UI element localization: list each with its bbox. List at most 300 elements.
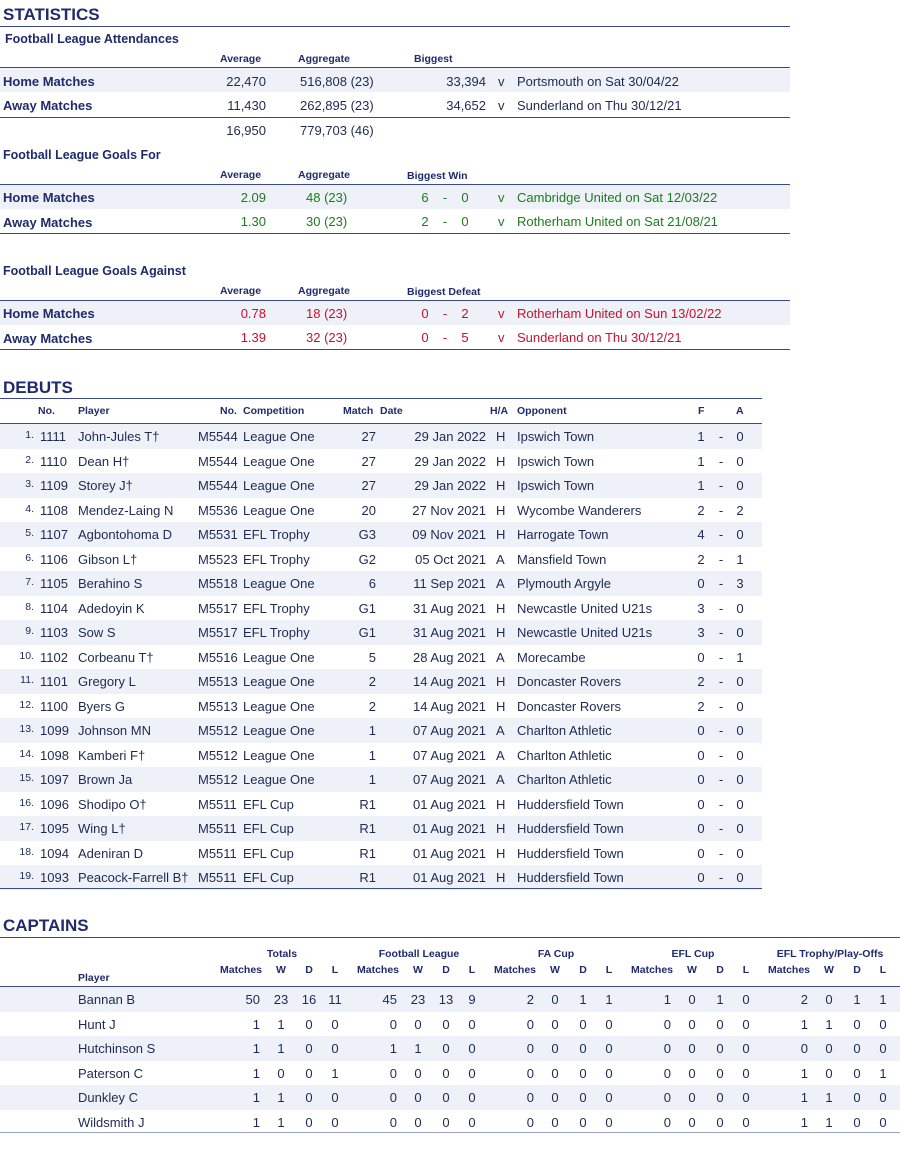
- debut-against: 0: [736, 821, 744, 836]
- captain-stat: 0: [663, 1114, 671, 1130]
- debut-dash: -: [718, 429, 724, 444]
- captain-stat: 0: [468, 1114, 476, 1130]
- debut-player: Agbontohoma D: [78, 527, 172, 542]
- debut-date: 01 Aug 2021: [412, 845, 486, 861]
- debut-player: Wing L†: [78, 821, 126, 836]
- captains-column-header: L: [331, 964, 339, 976]
- captain-stat: 23: [410, 992, 426, 1007]
- goals-for-home-detail: Cambridge United on Sat 12/03/22: [517, 190, 718, 205]
- captain-stat: 1: [414, 1041, 422, 1056]
- debut-for: 1: [697, 478, 705, 493]
- goals-against-away-detail: Sunderland on Thu 30/12/21: [517, 330, 682, 345]
- captain-stat: 1: [252, 1041, 260, 1056]
- captains-column-header: W: [824, 964, 834, 976]
- captain-stat: 0: [879, 1041, 887, 1056]
- attendances-aggregate-header: Aggregate: [298, 53, 350, 65]
- attendances-average-header: Average: [220, 53, 262, 65]
- captains-group-header: Totals: [266, 948, 298, 960]
- debut-player: Adedoyin K: [78, 600, 145, 616]
- debuts-bottom-rule: [0, 888, 762, 889]
- captain-stat: 0: [331, 1041, 339, 1056]
- debut-opponent: Wycombe Wanderers: [517, 502, 642, 518]
- debut-player-number: 1097: [40, 772, 69, 787]
- goals-for-away-detail: Rotherham United on Sat 21/08/21: [517, 214, 718, 229]
- debut-date: 07 Aug 2021: [412, 723, 486, 738]
- captain-stat: 0: [688, 1065, 696, 1081]
- attendances-home-average: 22,470: [226, 74, 266, 89]
- captain-stat: 0: [414, 1016, 422, 1032]
- captain-stat: 0: [551, 1041, 559, 1056]
- captain-stat: 23: [273, 992, 289, 1007]
- debut-match-number: M5523: [198, 551, 238, 567]
- debut-competition: EFL Cup: [243, 870, 294, 885]
- goals-for-away-aggregate: 30 (23): [306, 214, 348, 229]
- debut-date: 05 Oct 2021: [415, 551, 486, 567]
- debut-date: 01 Aug 2021: [412, 870, 486, 885]
- captain-stat: 0: [579, 1090, 587, 1105]
- debut-match: 5: [368, 649, 376, 665]
- goals-for-away-f: 2: [421, 214, 429, 229]
- captain-stat: 1: [663, 992, 671, 1007]
- goals-for-home-a: 0: [461, 190, 469, 205]
- debut-for: 0: [697, 821, 705, 836]
- debut-match-number: M5511: [198, 796, 237, 812]
- debut-player: Sow S: [78, 625, 116, 640]
- debut-ha: H: [496, 453, 506, 469]
- captain-stat: 0: [800, 1041, 808, 1056]
- debut-for: 0: [697, 747, 705, 763]
- debut-index: 14.: [19, 747, 34, 760]
- captain-stat: 50: [245, 992, 260, 1007]
- attendances-home-biggest: 33,394: [446, 74, 486, 89]
- captain-stat: 0: [442, 1041, 450, 1056]
- debuts-no-header: No.: [38, 405, 55, 417]
- captain-stat: 0: [716, 1041, 724, 1056]
- debuts-title-rule: [0, 398, 762, 399]
- captains-group-header: Football League: [378, 948, 460, 960]
- debut-match-number: M5516: [198, 649, 238, 665]
- captain-stat: 45: [382, 992, 397, 1007]
- debut-player-number: 1105: [40, 576, 68, 591]
- captain-stat: 0: [442, 1090, 450, 1105]
- captain-stat: 0: [605, 1090, 613, 1105]
- debut-player-number: 1095: [40, 821, 69, 836]
- debut-date: 07 Aug 2021: [412, 772, 486, 787]
- debut-ha: A: [496, 747, 505, 763]
- goals-against-away-aggregate: 32 (23): [306, 330, 348, 345]
- debut-opponent: Plymouth Argyle: [517, 576, 611, 591]
- captain-stat: 1: [252, 1016, 260, 1032]
- debuts-player-header: Player: [78, 405, 110, 417]
- debut-ha: H: [496, 821, 506, 836]
- debut-dash: -: [718, 502, 724, 518]
- debut-match: 27: [361, 478, 376, 493]
- debut-opponent: Huddersfield Town: [517, 796, 624, 812]
- debut-player: Gibson L†: [78, 551, 138, 567]
- debut-competition: League One: [243, 453, 315, 469]
- debut-for: 1: [697, 453, 705, 469]
- debut-competition: League One: [243, 723, 315, 738]
- goals-against-home-f: 0: [421, 306, 429, 321]
- captain-stat: 0: [305, 1041, 313, 1056]
- captain-stat: 0: [716, 1090, 724, 1105]
- captains-group-header: EFL Trophy/Play-Offs: [776, 948, 884, 960]
- debut-date: 01 Aug 2021: [412, 821, 486, 836]
- debut-for: 0: [697, 649, 705, 665]
- debut-player-number: 1094: [40, 845, 69, 861]
- debut-player-number: 1096: [40, 796, 69, 812]
- captain-stat: 0: [468, 1065, 476, 1081]
- debut-player: Johnson MN: [78, 723, 151, 738]
- captain-stat: 0: [663, 1041, 671, 1056]
- goals-for-away-average: 1.30: [240, 214, 266, 229]
- debut-dash: -: [718, 796, 724, 812]
- captain-stat: 1: [853, 992, 861, 1007]
- debut-opponent: Huddersfield Town: [517, 845, 624, 861]
- debut-dash: -: [718, 649, 724, 665]
- debut-player: Berahino S: [78, 576, 143, 591]
- debut-player: Gregory L: [78, 674, 136, 689]
- debut-for: 2: [697, 698, 705, 714]
- captain-stat: 0: [742, 1065, 750, 1081]
- captain-stat: 0: [414, 1065, 422, 1081]
- debut-dash: -: [718, 821, 724, 836]
- debut-against: 0: [736, 747, 744, 763]
- captain-stat: 1: [277, 1016, 285, 1032]
- debut-match-number: M5511: [198, 845, 237, 861]
- debut-match: G1: [358, 600, 376, 616]
- debut-index: 10.: [19, 649, 34, 662]
- attendances-home-label: Home Matches: [3, 74, 95, 89]
- captain-stat: 0: [742, 1114, 750, 1130]
- captain-stat: 0: [663, 1090, 671, 1105]
- debut-index: 13.: [19, 723, 34, 735]
- debut-for: 0: [697, 870, 705, 885]
- debut-index: 8.: [25, 600, 34, 613]
- debut-ha: H: [496, 478, 506, 493]
- goals-against-home-average: 0.78: [240, 306, 266, 321]
- debut-for: 2: [697, 674, 705, 689]
- debut-ha: H: [496, 600, 506, 616]
- debut-ha: H: [496, 429, 506, 444]
- debut-index: 16.: [19, 796, 34, 809]
- debut-player: Storey J†: [78, 478, 133, 493]
- captain-stat: 0: [305, 1114, 313, 1130]
- captain-stat: 1: [252, 1114, 260, 1130]
- debut-ha: A: [496, 649, 505, 665]
- debut-against: 0: [736, 625, 744, 640]
- captain-player: Bannan B: [78, 992, 136, 1007]
- debut-match-number: M5536: [198, 502, 238, 518]
- debut-date: 07 Aug 2021: [412, 747, 486, 763]
- captain-stat: 0: [663, 1065, 671, 1081]
- debut-player: Peacock-Farrell B†: [78, 870, 189, 885]
- debut-against: 0: [736, 845, 744, 861]
- captain-stat: 0: [551, 992, 559, 1007]
- debut-match: R1: [359, 796, 376, 812]
- goals-for-home-dash: -: [442, 190, 448, 205]
- debut-dash: -: [718, 625, 724, 640]
- debut-ha: H: [496, 796, 506, 812]
- debut-competition: EFL Trophy: [243, 551, 310, 567]
- debut-match-number: M5512: [198, 723, 238, 738]
- debut-player: Byers G: [78, 698, 125, 714]
- debut-match-number: M5544: [198, 429, 238, 444]
- captain-player: Hutchinson S: [78, 1041, 156, 1056]
- captain-stat: 0: [468, 1016, 476, 1032]
- captain-stat: 0: [305, 1065, 313, 1081]
- captain-stat: 0: [579, 1041, 587, 1056]
- captain-stat: 0: [825, 1041, 833, 1056]
- captain-stat: 0: [825, 1065, 833, 1081]
- debut-player-number: 1104: [40, 600, 68, 616]
- debut-opponent: Huddersfield Town: [517, 821, 624, 836]
- debut-for: 2: [697, 551, 705, 567]
- captains-column-header: Matches: [767, 964, 810, 976]
- debut-competition: EFL Trophy: [243, 527, 310, 542]
- goals-against-home-dash: -: [442, 306, 448, 321]
- goals-against-home-label: Home Matches: [3, 306, 95, 321]
- captain-stat: 0: [742, 1016, 750, 1032]
- debut-for: 0: [697, 723, 705, 738]
- goals-against-aggregate-header: Aggregate: [298, 285, 350, 297]
- captain-stat: 0: [389, 1065, 397, 1081]
- debut-player-number: 1100: [40, 698, 68, 714]
- debut-competition: League One: [243, 649, 315, 665]
- debut-for: 3: [697, 625, 705, 640]
- debut-match-number: M5544: [198, 453, 238, 469]
- captain-stat: 0: [688, 992, 696, 1007]
- debut-index: 15.: [19, 772, 34, 784]
- debut-against: 0: [736, 674, 744, 689]
- debut-match: G2: [358, 551, 376, 567]
- captain-stat: 0: [389, 1090, 397, 1105]
- attendances-away-average: 11,430: [227, 98, 266, 113]
- debut-index: 12.: [19, 698, 34, 711]
- captains-column-header: L: [605, 964, 613, 976]
- debut-against: 0: [736, 796, 744, 812]
- debut-dash: -: [718, 551, 724, 567]
- debut-opponent: Charlton Athletic: [517, 747, 612, 763]
- debut-competition: League One: [243, 698, 315, 714]
- captain-stat: 0: [879, 1114, 887, 1130]
- debuts-ha-header: H/A: [490, 405, 509, 417]
- captain-stat: 1: [277, 1090, 285, 1105]
- debut-dash: -: [718, 600, 724, 616]
- attendances-total-aggregate: 779,703 (46): [300, 123, 374, 138]
- attendances-biggest-header: Biggest: [414, 53, 453, 65]
- debut-opponent: Mansfield Town: [517, 551, 607, 567]
- captain-stat: 0: [853, 1114, 861, 1130]
- debut-for: 1: [697, 429, 705, 444]
- captain-stat: 1: [605, 992, 613, 1007]
- captain-stat: 0: [526, 1114, 534, 1130]
- debut-opponent: Harrogate Town: [517, 527, 609, 542]
- captain-stat: 0: [331, 1114, 339, 1130]
- goals-against-home-a: 2: [461, 306, 469, 321]
- captain-stat: 1: [716, 992, 724, 1007]
- debut-date: 14 Aug 2021: [412, 674, 486, 689]
- debut-competition: EFL Cup: [243, 845, 294, 861]
- debut-opponent: Ipswich Town: [517, 429, 595, 444]
- debut-match: R1: [359, 845, 376, 861]
- debut-match: 1: [368, 723, 376, 738]
- debut-date: 27 Nov 2021: [412, 502, 486, 518]
- debuts-competition-header: Competition: [243, 405, 305, 417]
- goals-for-home-average: 2.09: [240, 190, 266, 205]
- debut-for: 4: [697, 527, 705, 542]
- captains-column-header: Matches: [493, 964, 536, 976]
- debut-for: 0: [697, 845, 705, 861]
- debut-index: 11.: [20, 674, 34, 686]
- captain-stat: 0: [305, 1090, 313, 1105]
- captains-column-header: L: [742, 964, 750, 976]
- captain-stat: 0: [716, 1114, 724, 1130]
- debut-date: 29 Jan 2022: [414, 478, 486, 493]
- debut-index: 6.: [25, 551, 34, 564]
- debut-against: 0: [736, 723, 744, 738]
- debut-ha: H: [496, 698, 506, 714]
- captain-stat: 1: [825, 1114, 833, 1130]
- captain-stat: 0: [526, 1065, 534, 1081]
- attendances-home-detail: Portsmouth on Sat 30/04/22: [517, 74, 679, 89]
- captain-stat: 0: [605, 1016, 613, 1032]
- captain-stat: 0: [579, 1114, 587, 1130]
- captain-stat: 0: [742, 1090, 750, 1105]
- debut-player: Corbeanu T†: [78, 649, 154, 665]
- debuts-match-no-header: No.: [220, 405, 237, 417]
- debut-dash: -: [718, 527, 724, 542]
- debut-index: 7.: [25, 576, 34, 588]
- debut-ha: H: [496, 674, 506, 689]
- captain-stat: 9: [468, 992, 476, 1007]
- debut-index: 18.: [19, 845, 34, 858]
- debut-competition: EFL Cup: [243, 796, 294, 812]
- debut-date: 11 Sep 2021: [413, 576, 486, 591]
- goals-for-average-header: Average: [220, 169, 262, 181]
- captain-stat: 1: [277, 1041, 285, 1056]
- goals-against-away-label: Away Matches: [3, 331, 93, 346]
- captain-stat: 2: [526, 992, 534, 1007]
- captain-stat: 0: [526, 1090, 534, 1105]
- attendances-title: Football League Attendances: [5, 32, 179, 46]
- debut-competition: EFL Trophy: [243, 625, 310, 640]
- debut-dash: -: [718, 453, 724, 469]
- debut-player-number: 1111: [40, 429, 67, 444]
- captain-player: Paterson C: [78, 1065, 144, 1081]
- debut-ha: A: [496, 551, 505, 567]
- debut-ha: H: [496, 502, 506, 518]
- captain-stat: 0: [414, 1090, 422, 1105]
- debut-opponent: Newcastle United U21s: [517, 600, 653, 616]
- debut-opponent: Ipswich Town: [517, 478, 595, 493]
- attendances-total-average: 16,950: [226, 123, 266, 138]
- debut-against: 1: [736, 551, 744, 567]
- captains-column-header: D: [579, 964, 587, 976]
- captain-stat: 0: [468, 1041, 476, 1056]
- debut-index: 5.: [25, 527, 34, 539]
- debut-opponent: Ipswich Town: [517, 453, 595, 469]
- captain-stat: 0: [414, 1114, 422, 1130]
- captain-stat: 0: [442, 1065, 450, 1081]
- captains-bottom-rule: [0, 1132, 900, 1133]
- goals-against-bottom-rule: [0, 349, 790, 350]
- captain-stat: 13: [438, 992, 454, 1007]
- debut-match-number: M5511: [198, 821, 237, 836]
- debut-ha: A: [496, 723, 505, 738]
- captains-column-header: D: [442, 964, 450, 976]
- debut-dash: -: [718, 747, 724, 763]
- goals-for-home-f: 6: [421, 190, 429, 205]
- captain-stat: 0: [389, 1016, 397, 1032]
- captain-stat: 1: [331, 1065, 339, 1081]
- debut-match-number: M5511: [198, 870, 237, 885]
- debut-player: Brown Ja: [78, 772, 133, 787]
- captain-stat: 0: [879, 1016, 887, 1032]
- captain-player: Wildsmith J: [78, 1114, 145, 1130]
- debut-competition: League One: [243, 772, 315, 787]
- goals-against-away-v: v: [498, 330, 505, 345]
- captain-stat: 1: [825, 1016, 833, 1032]
- debut-competition: League One: [243, 502, 315, 518]
- captain-stat: 0: [331, 1016, 339, 1032]
- attendances-total-rule: [0, 117, 790, 118]
- debut-match: 2: [368, 698, 376, 714]
- debut-player: Dean H†: [78, 453, 130, 469]
- debut-match: G1: [358, 625, 376, 640]
- captains-column-header: D: [853, 964, 861, 976]
- debut-index: 2.: [25, 453, 34, 466]
- debut-match: R1: [359, 870, 376, 885]
- captains-title: CAPTAINS: [3, 916, 89, 935]
- captains-column-header: L: [468, 964, 476, 976]
- debut-match-number: M5512: [198, 772, 238, 787]
- captains-group-header: EFL Cup: [671, 948, 715, 960]
- debut-index: 3.: [25, 478, 34, 490]
- captain-stat: 1: [579, 992, 587, 1007]
- debut-match-number: M5517: [198, 600, 238, 616]
- goals-against-home-aggregate: 18 (23): [306, 306, 348, 321]
- debut-against: 0: [736, 429, 744, 444]
- captains-column-header: L: [879, 964, 887, 976]
- debut-player-number: 1093: [40, 870, 69, 885]
- debut-player-number: 1106: [40, 551, 68, 567]
- goals-against-away-dash: -: [442, 330, 448, 345]
- captains-column-header: W: [276, 964, 286, 976]
- captains-column-header: D: [305, 964, 313, 976]
- goals-against-average-header: Average: [220, 285, 262, 297]
- captain-stat: 1: [800, 1114, 808, 1130]
- captains-column-header: Matches: [356, 964, 399, 976]
- debut-match-number: M5513: [198, 698, 238, 714]
- goals-for-away-a: 0: [461, 214, 469, 229]
- debut-player-number: 1109: [40, 478, 68, 493]
- captain-stat: 1: [825, 1090, 833, 1105]
- captain-stat: 0: [688, 1016, 696, 1032]
- captain-stat: 0: [742, 992, 750, 1007]
- debut-date: 31 Aug 2021: [412, 600, 486, 616]
- captain-stat: 0: [663, 1016, 671, 1032]
- debut-index: 17.: [19, 821, 34, 833]
- captain-stat: 1: [800, 1016, 808, 1032]
- captain-stat: 0: [853, 1065, 861, 1081]
- goals-for-away-dash: -: [442, 214, 448, 229]
- debut-opponent: Charlton Athletic: [517, 772, 612, 787]
- captain-stat: 0: [853, 1090, 861, 1105]
- debut-dash: -: [718, 576, 724, 591]
- debut-date: 31 Aug 2021: [412, 625, 486, 640]
- debut-competition: League One: [243, 747, 315, 763]
